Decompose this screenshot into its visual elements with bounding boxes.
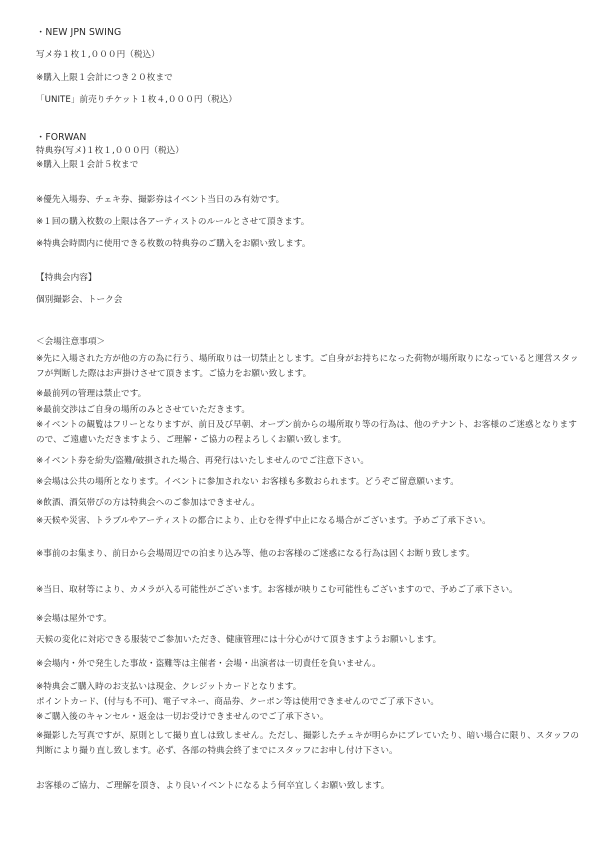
- venue-note-item: ※最前交渉はご自身の場所のみとさせていただきます。: [36, 405, 251, 415]
- forwan-price: 特典券(写メ)１枚１,０００円（税込）: [36, 146, 184, 156]
- venue-note-item: お客様のご協力、ご理解を頂き、より良いイベントになるよう何卒宜しくお願い致します。: [36, 781, 390, 791]
- new-jpn-swing-title: ・NEW JPN SWING: [36, 27, 122, 38]
- venue-notes-title: ＜会場注意事項＞: [36, 337, 106, 347]
- event-content-title: 【特典会内容】: [36, 273, 97, 283]
- venue-note-item: ※天候や災害、トラブルやアーティストの都合により、止むを得ず中止になる場合がございます。予めご了承下さい。: [36, 516, 491, 526]
- note-line: ※優先入場券、チェキ券、撮影券はイベント当日のみ有効です。: [36, 195, 285, 205]
- venue-note-item: ※特典会ご購入時のお支払いは現金、クレジットカードとなります。: [36, 682, 302, 692]
- venue-note-item: ※会場は屋外です。: [36, 614, 112, 624]
- venue-note-item: 天候の変化に対応できる服装でご参加いただき、健康管理には十分心がけて頂きますようお願いします。: [36, 635, 442, 645]
- forwan-title: ・FORWAN: [36, 132, 87, 143]
- venue-note-item: ※イベント券を紛失/盗難/破損された場合、再発行はいたしませんのでご注意下さい。: [36, 456, 369, 466]
- venue-note-item: ※最前列の管理は禁止です。: [36, 389, 147, 399]
- venue-note-item: ※先に入場された方が他の方の為に行う、場所取りは一切禁止とします。ご自身がお持ちになった荷物が場所取りになっていると運営スタッフが判断した際はお声掛けさせて頂きます。ご協力をお願い致します。: [36, 354, 579, 379]
- forwan-limit: ※購入上限１会計５枚まで: [36, 160, 139, 170]
- unite-ticket-price: 「UNITE」前売りチケット１枚４,０００円（税込）: [36, 95, 238, 105]
- venue-note-item: ※当日、取材等により、カメラが入る可能性がございます。お客様が映りこむ可能性もございますので、予めご了承下さい。: [36, 585, 518, 595]
- event-content-body: 個別撮影会、トーク会: [36, 295, 123, 305]
- venue-note-item: ※会場は公共の場所となります。イベントに参加されない お客様も多数おられます。どうぞご留意願います。: [36, 477, 459, 487]
- venue-note-item: ※会場内・外で発生した事故・盗難等は主催者・会場・出演者は一切責任を負いません。: [36, 659, 381, 669]
- venue-note-item: ※事前のお集まり、前日から会場周辺での泊まり込み等、他のお客様のご迷惑になる行為は固くお断り致します。: [36, 549, 475, 559]
- venue-note-item: ※撮影した写真ですが、原則として撮り直しは致しません。ただし、撮影したチェキが明らかにブレていたり、暗い場合に限り、スタッフの判断により撮り直し致します。必ず、各部の特典会終了までにスタッフにお申し付け下さい。: [36, 731, 580, 756]
- venue-note-item: ポイントカード、(付与も不可)、電子マネー、商品券、クーポン等は使用できませんのでご了承下さい。: [36, 697, 440, 707]
- venue-note-item: ※イベントの観覧はフリーとなりますが、前日及び早朝、オープン前からの場所取り等の行為は、他のテナント、お客様のご迷惑となりますので、ご遠慮いただきますよう、ご理解・ご協力の程よろしくお願い致します。: [36, 420, 577, 445]
- new-jpn-swing-limit: ※購入上限１会計につき２０枚まで: [36, 73, 173, 83]
- venue-note-item: ※飲酒、酒気帯びの方は特典会へのご参加はできません。: [36, 498, 260, 508]
- new-jpn-swing-price: 写メ券１枚１,０００円（税込）: [36, 50, 160, 60]
- venue-note-item: ※ご購入後のキャンセル・返金は一切お受けできませんのでご了承下さい。: [36, 712, 329, 722]
- note-line: ※１回の購入枚数の上限は各アーティストのルールとさせて頂きます。: [36, 217, 310, 227]
- note-line: ※特典会時間内に使用できる枚数の特典券のご購入をお願い致します。: [36, 239, 311, 249]
